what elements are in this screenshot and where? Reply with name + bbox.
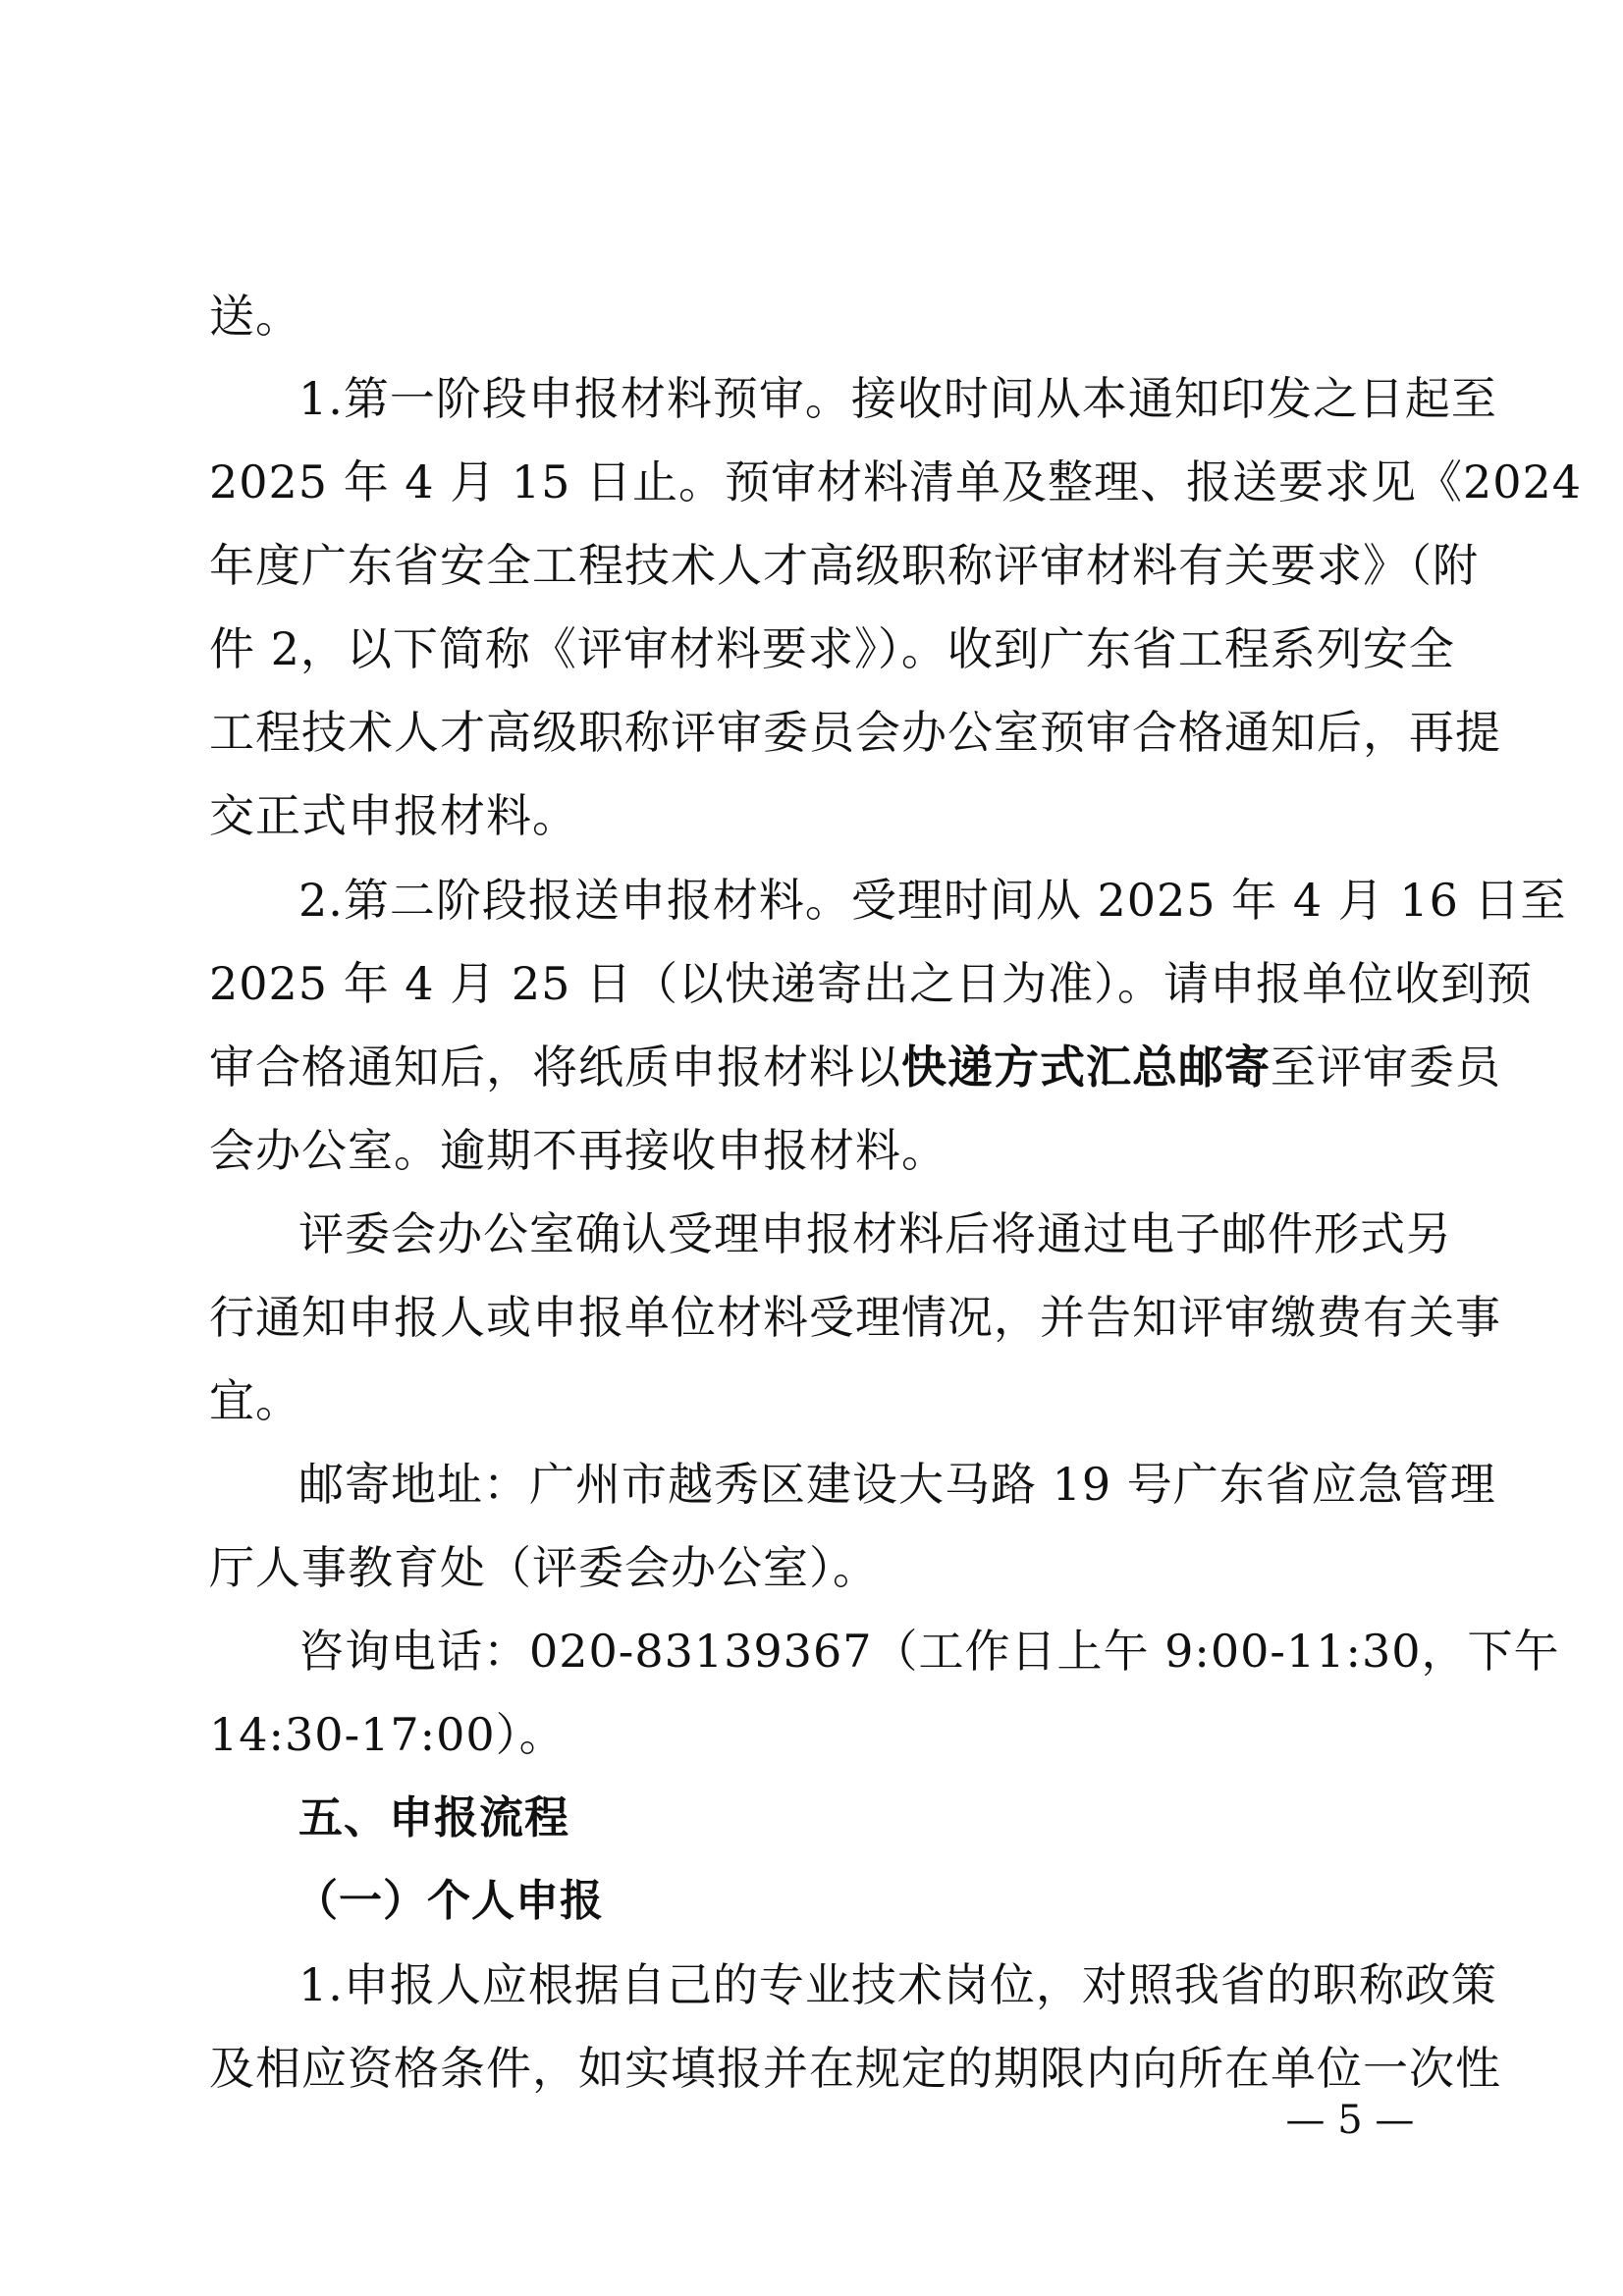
paragraph-line: 咨询电话：020-83139367（工作日上午 9:00-11:30，下午 — [298, 1625, 1560, 1678]
paragraph-line: 工程技术人才高级职称评审委员会办公室预审合格通知后，再提 — [209, 706, 1501, 759]
paragraph-line: 2.第二阶段报送申报材料。受理时间从 2025 年 4 月 16 日至 — [298, 874, 1567, 927]
paragraph-line: 14:30-17:00）。 — [209, 1708, 566, 1761]
paragraph-line: 年度广东省安全工程技术人才高级职称评审材料有关要求》（附 — [209, 539, 1479, 592]
paragraph-line: 及相应资格条件，如实填报并在规定的期限内向所在单位一次性 — [209, 2042, 1501, 2095]
paragraph-line: 交正式申报材料。 — [209, 789, 578, 842]
paragraph-line: 行通知申报人或申报单位材料受理情况，并告知评审缴费有关事 — [209, 1291, 1501, 1344]
paragraph-line: 评委会办公室确认受理申报材料后将通过电子邮件形式另 — [298, 1207, 1452, 1260]
paragraph-line: 1.第一阶段申报材料预审。接收时间从本通知印发之日起至 — [298, 372, 1497, 425]
page-number: — 5 — — [1285, 2098, 1415, 2143]
paragraph-line: 会办公室。逾期不再接收申报材料。 — [209, 1124, 947, 1177]
text-run: 至评审委员 — [1271, 1041, 1501, 1094]
text-run: 审合格通知后，将纸质申报材料以 — [209, 1041, 901, 1094]
paragraph-line: 厅人事教育处（评委会办公室）。 — [209, 1541, 879, 1594]
subsection-heading: （一）个人申报 — [295, 1876, 604, 1926]
section-heading: 五、申报流程 — [298, 1791, 570, 1843]
paragraph-line: 件 2，以下简称《评审材料要求》）。收到广东省工程系列安全 — [209, 622, 1455, 675]
paragraph-line: 宜。 — [209, 1374, 301, 1427]
paragraph-line: 1.申报人应根据自己的专业技术岗位，对照我省的职称政策 — [298, 1958, 1497, 2011]
paragraph-line: 送。 — [209, 290, 301, 343]
emphasized-text: 快递方式汇总邮寄 — [901, 1041, 1271, 1094]
paragraph-line: 2025 年 4 月 25 日（以快递寄出之日为准）。请申报单位收到预 — [209, 957, 1533, 1010]
paragraph-line — [209, 1028, 1501, 1106]
paragraph-line: 邮寄地址：广州市越秀区建设大马路 19 号广东省应急管理 — [298, 1458, 1496, 1511]
paragraph-line: 2025 年 4 月 15 日止。预审材料清单及整理、报送要求见《2024 — [209, 455, 1583, 508]
